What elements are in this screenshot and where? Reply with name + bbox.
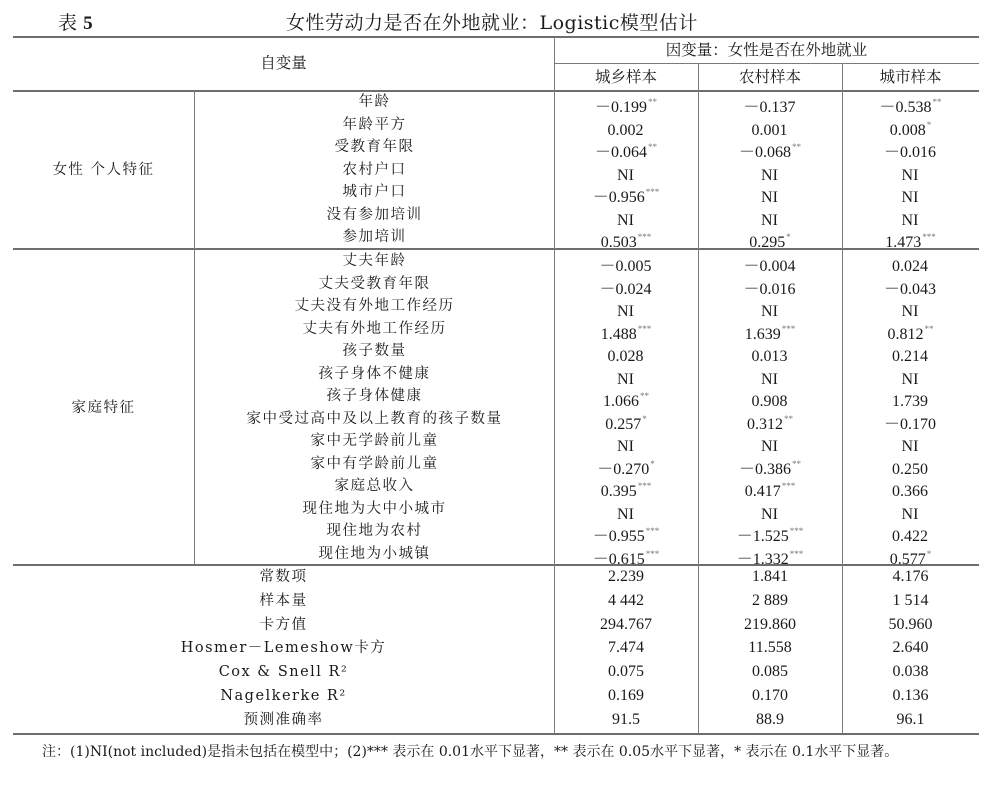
stat-value: 2.640 xyxy=(892,639,929,657)
coefficient-value: 0.001 xyxy=(751,121,788,139)
coefficient-value: －0.955 xyxy=(592,528,645,545)
stat-label: 预测准确率 xyxy=(243,711,324,728)
coefficient-value: －0.538 xyxy=(879,99,932,116)
coefficient-value: －0.016 xyxy=(883,144,936,161)
coefficient-value: 0.257 xyxy=(605,415,642,433)
significance-stars: ** xyxy=(924,323,934,334)
coefficient-value: 0.422 xyxy=(892,528,928,545)
coefficient-value: 1.488 xyxy=(600,325,637,343)
significance-stars: ** xyxy=(648,142,657,152)
stat-value: 294.767 xyxy=(600,615,652,633)
coefficient-value: NI xyxy=(761,166,778,184)
significance-stars: *** xyxy=(781,323,796,334)
coefficient-value: 0.028 xyxy=(607,348,644,365)
stat-value: 50.960 xyxy=(888,615,933,633)
coefficient-value: －0.043 xyxy=(883,280,936,298)
col-header-urban-rural: 城乡样本 xyxy=(594,68,657,86)
stat-value: 1.841 xyxy=(752,568,788,585)
significance-stars: *** xyxy=(645,187,660,197)
coefficient-value: 0.250 xyxy=(892,460,928,478)
coefficient-value: 1.639 xyxy=(744,325,781,343)
significance-stars: *** xyxy=(781,481,796,491)
significance-stars: *** xyxy=(637,481,652,491)
coefficient-value: －0.024 xyxy=(599,280,652,298)
variable-label: 孩子身体健康 xyxy=(326,388,423,404)
coefficient-value: －1.332 xyxy=(736,550,789,568)
variable-label: 年龄 xyxy=(358,94,391,110)
variable-label: 参加培训 xyxy=(342,229,407,245)
coefficient-value: NI xyxy=(761,505,778,523)
stat-value: 4 442 xyxy=(608,591,644,609)
significance-stars: * xyxy=(642,413,647,424)
coefficient-value: －0.005 xyxy=(599,258,652,275)
variable-label: 丈夫年龄 xyxy=(342,253,407,269)
coefficient-value: －0.064 xyxy=(594,144,647,161)
coefficient-value: 0.312 xyxy=(747,415,783,433)
significance-stars: *** xyxy=(645,526,660,536)
coefficient-value: NI xyxy=(761,438,778,455)
significance-stars: ** xyxy=(640,391,649,401)
significance-stars: *** xyxy=(637,323,652,334)
table-number: 表 5 xyxy=(58,12,93,34)
stat-label: Hosmer－Lemeshow卡方 xyxy=(180,640,387,657)
significance-stars: ** xyxy=(792,458,801,469)
stat-value: 0.075 xyxy=(608,663,644,681)
table-note: 注：(1)NI(not included)是指未包括在模型中；(2)*** 表示在 0.01水平下显著，** 表示在 0.05水平下显著，* 表示在 0.1水平下显著。 xyxy=(42,744,899,760)
variable-label: 家庭总收入 xyxy=(334,478,415,494)
stat-label: 常数项 xyxy=(259,569,308,585)
stat-label: Cox & Snell R² xyxy=(218,664,349,681)
coefficient-value: NI xyxy=(617,370,634,388)
coefficient-value: NI xyxy=(901,370,919,388)
coefficient-value: NI xyxy=(901,303,919,320)
coefficient-value: 1.473 xyxy=(885,234,922,251)
coefficient-value: 1.066 xyxy=(603,393,639,410)
coefficient-value: NI xyxy=(761,211,778,229)
coefficient-value: NI xyxy=(617,211,634,229)
significance-stars: *** xyxy=(645,548,660,559)
significance-stars: * xyxy=(926,119,932,130)
coefficient-value: －0.170 xyxy=(883,415,936,433)
variable-label: 丈夫受教育年限 xyxy=(318,275,431,292)
coefficient-value: 0.013 xyxy=(751,348,788,365)
stat-value: 0.170 xyxy=(752,687,788,704)
coefficient-value: 0.812 xyxy=(887,325,924,343)
coefficient-value: NI xyxy=(617,166,634,184)
coefficient-value: NI xyxy=(901,211,919,229)
coefficient-value: 0.214 xyxy=(892,348,928,365)
coefficient-value: 0.366 xyxy=(892,483,928,500)
independent-var-header: 自变量 xyxy=(260,54,307,72)
stat-value: 11.558 xyxy=(748,639,792,657)
coefficient-value: －1.525 xyxy=(736,528,789,545)
stat-value: 0.038 xyxy=(892,663,929,681)
dependent-var-rule xyxy=(554,63,979,64)
coefficient-value: －0.016 xyxy=(743,280,796,298)
significance-stars: *** xyxy=(637,232,652,242)
variable-label: 家中有学龄前儿童 xyxy=(310,455,439,472)
significance-stars: *** xyxy=(789,526,804,536)
coefficient-value: NI xyxy=(617,505,634,523)
stat-value: 96.1 xyxy=(896,710,925,728)
significance-stars: *** xyxy=(922,232,936,242)
coefficient-value: －0.137 xyxy=(743,99,796,116)
coefficient-value: －0.615 xyxy=(592,550,645,568)
bottom-rule xyxy=(13,733,979,735)
variable-label: 农村户口 xyxy=(342,161,407,178)
group-label: 女性 个人特征 xyxy=(52,161,155,178)
coefficient-value: 1.739 xyxy=(892,393,928,410)
coefficient-value: NI xyxy=(901,505,919,523)
coefficient-value: NI xyxy=(901,189,919,206)
significance-stars: ** xyxy=(784,413,793,424)
significance-stars: ** xyxy=(792,142,801,152)
coefficient-value: 0.577 xyxy=(889,550,926,568)
significance-stars: ** xyxy=(648,97,657,107)
group-label: 家庭特征 xyxy=(71,400,136,416)
significance-stars: ** xyxy=(932,97,942,107)
coefficient-value: NI xyxy=(901,166,919,184)
variable-label: 丈夫有外地工作经历 xyxy=(302,320,447,337)
dependent-var-header: 因变量：女性是否在外地就业 xyxy=(665,41,868,59)
stat-value: 7.474 xyxy=(608,639,644,657)
coefficient-value: 0.295 xyxy=(749,234,786,251)
top-rule xyxy=(13,36,979,38)
stat-value: 91.5 xyxy=(612,710,640,728)
coefficient-value: －0.068 xyxy=(738,144,791,161)
coefficient-value: 0.417 xyxy=(744,483,781,500)
coefficient-value: －0.386 xyxy=(738,460,791,478)
col-header-urban: 城市样本 xyxy=(879,68,942,86)
variable-label: 孩子身体不健康 xyxy=(318,365,431,382)
coefficient-value: －0.199 xyxy=(594,99,647,116)
significance-stars: * xyxy=(786,232,791,242)
stat-value: 0.085 xyxy=(752,663,788,681)
coefficient-value: －0.956 xyxy=(592,189,645,206)
coefficient-value: 0.395 xyxy=(600,483,637,500)
coefficient-value: －0.270 xyxy=(597,460,650,478)
coefficient-value: 0.024 xyxy=(892,258,928,275)
variable-label: 丈夫没有外地工作经历 xyxy=(294,298,455,314)
stat-value: 1 514 xyxy=(892,591,929,609)
stat-label: 卡方值 xyxy=(259,616,308,633)
stat-value: 219.860 xyxy=(744,615,796,633)
variable-label: 年龄平方 xyxy=(342,116,407,133)
coefficient-value: 0.008 xyxy=(889,121,926,139)
stat-label: 样本量 xyxy=(259,592,308,609)
coefficient-value: 0.908 xyxy=(751,393,788,410)
stat-label: Nagelkerke R² xyxy=(220,688,347,704)
stat-value: 4.176 xyxy=(892,568,929,585)
variable-label: 家中受过高中及以上教育的孩子数量 xyxy=(246,410,503,427)
coefficient-value: NI xyxy=(761,189,778,206)
coefficient-value: NI xyxy=(761,370,778,388)
coefficient-value: NI xyxy=(761,303,778,320)
variable-label: 受教育年限 xyxy=(334,139,415,155)
table-title: 女性劳动力是否在外地就业：Logistic模型估计 xyxy=(286,12,698,34)
coefficient-value: NI xyxy=(617,303,634,320)
stat-value: 2.239 xyxy=(608,568,644,585)
coefficient-value: NI xyxy=(617,438,634,455)
table-caption xyxy=(0,6,999,32)
stat-value: 0.136 xyxy=(892,687,929,704)
coefficient-value: 0.503 xyxy=(600,234,637,251)
significance-stars: *** xyxy=(789,548,804,559)
variable-label: 城市户口 xyxy=(342,184,407,200)
stat-value: 88.9 xyxy=(756,710,784,728)
stat-value: 2 889 xyxy=(752,591,788,609)
significance-stars: * xyxy=(926,548,932,559)
variable-label: 现住地为大中小城市 xyxy=(302,500,447,517)
variable-label: 家中无学龄前儿童 xyxy=(310,433,439,449)
variable-label: 现住地为农村 xyxy=(326,523,423,539)
variable-label: 现住地为小城镇 xyxy=(318,545,431,562)
col-header-rural: 农村样本 xyxy=(738,68,801,86)
stat-value: 0.169 xyxy=(608,687,644,704)
variable-label: 孩子数量 xyxy=(342,343,407,359)
variable-label: 没有参加培训 xyxy=(326,206,423,223)
significance-stars: * xyxy=(650,458,655,469)
coefficient-value: －0.004 xyxy=(743,258,796,275)
coefficient-value: 0.002 xyxy=(607,121,644,139)
coefficient-value: NI xyxy=(901,438,919,455)
